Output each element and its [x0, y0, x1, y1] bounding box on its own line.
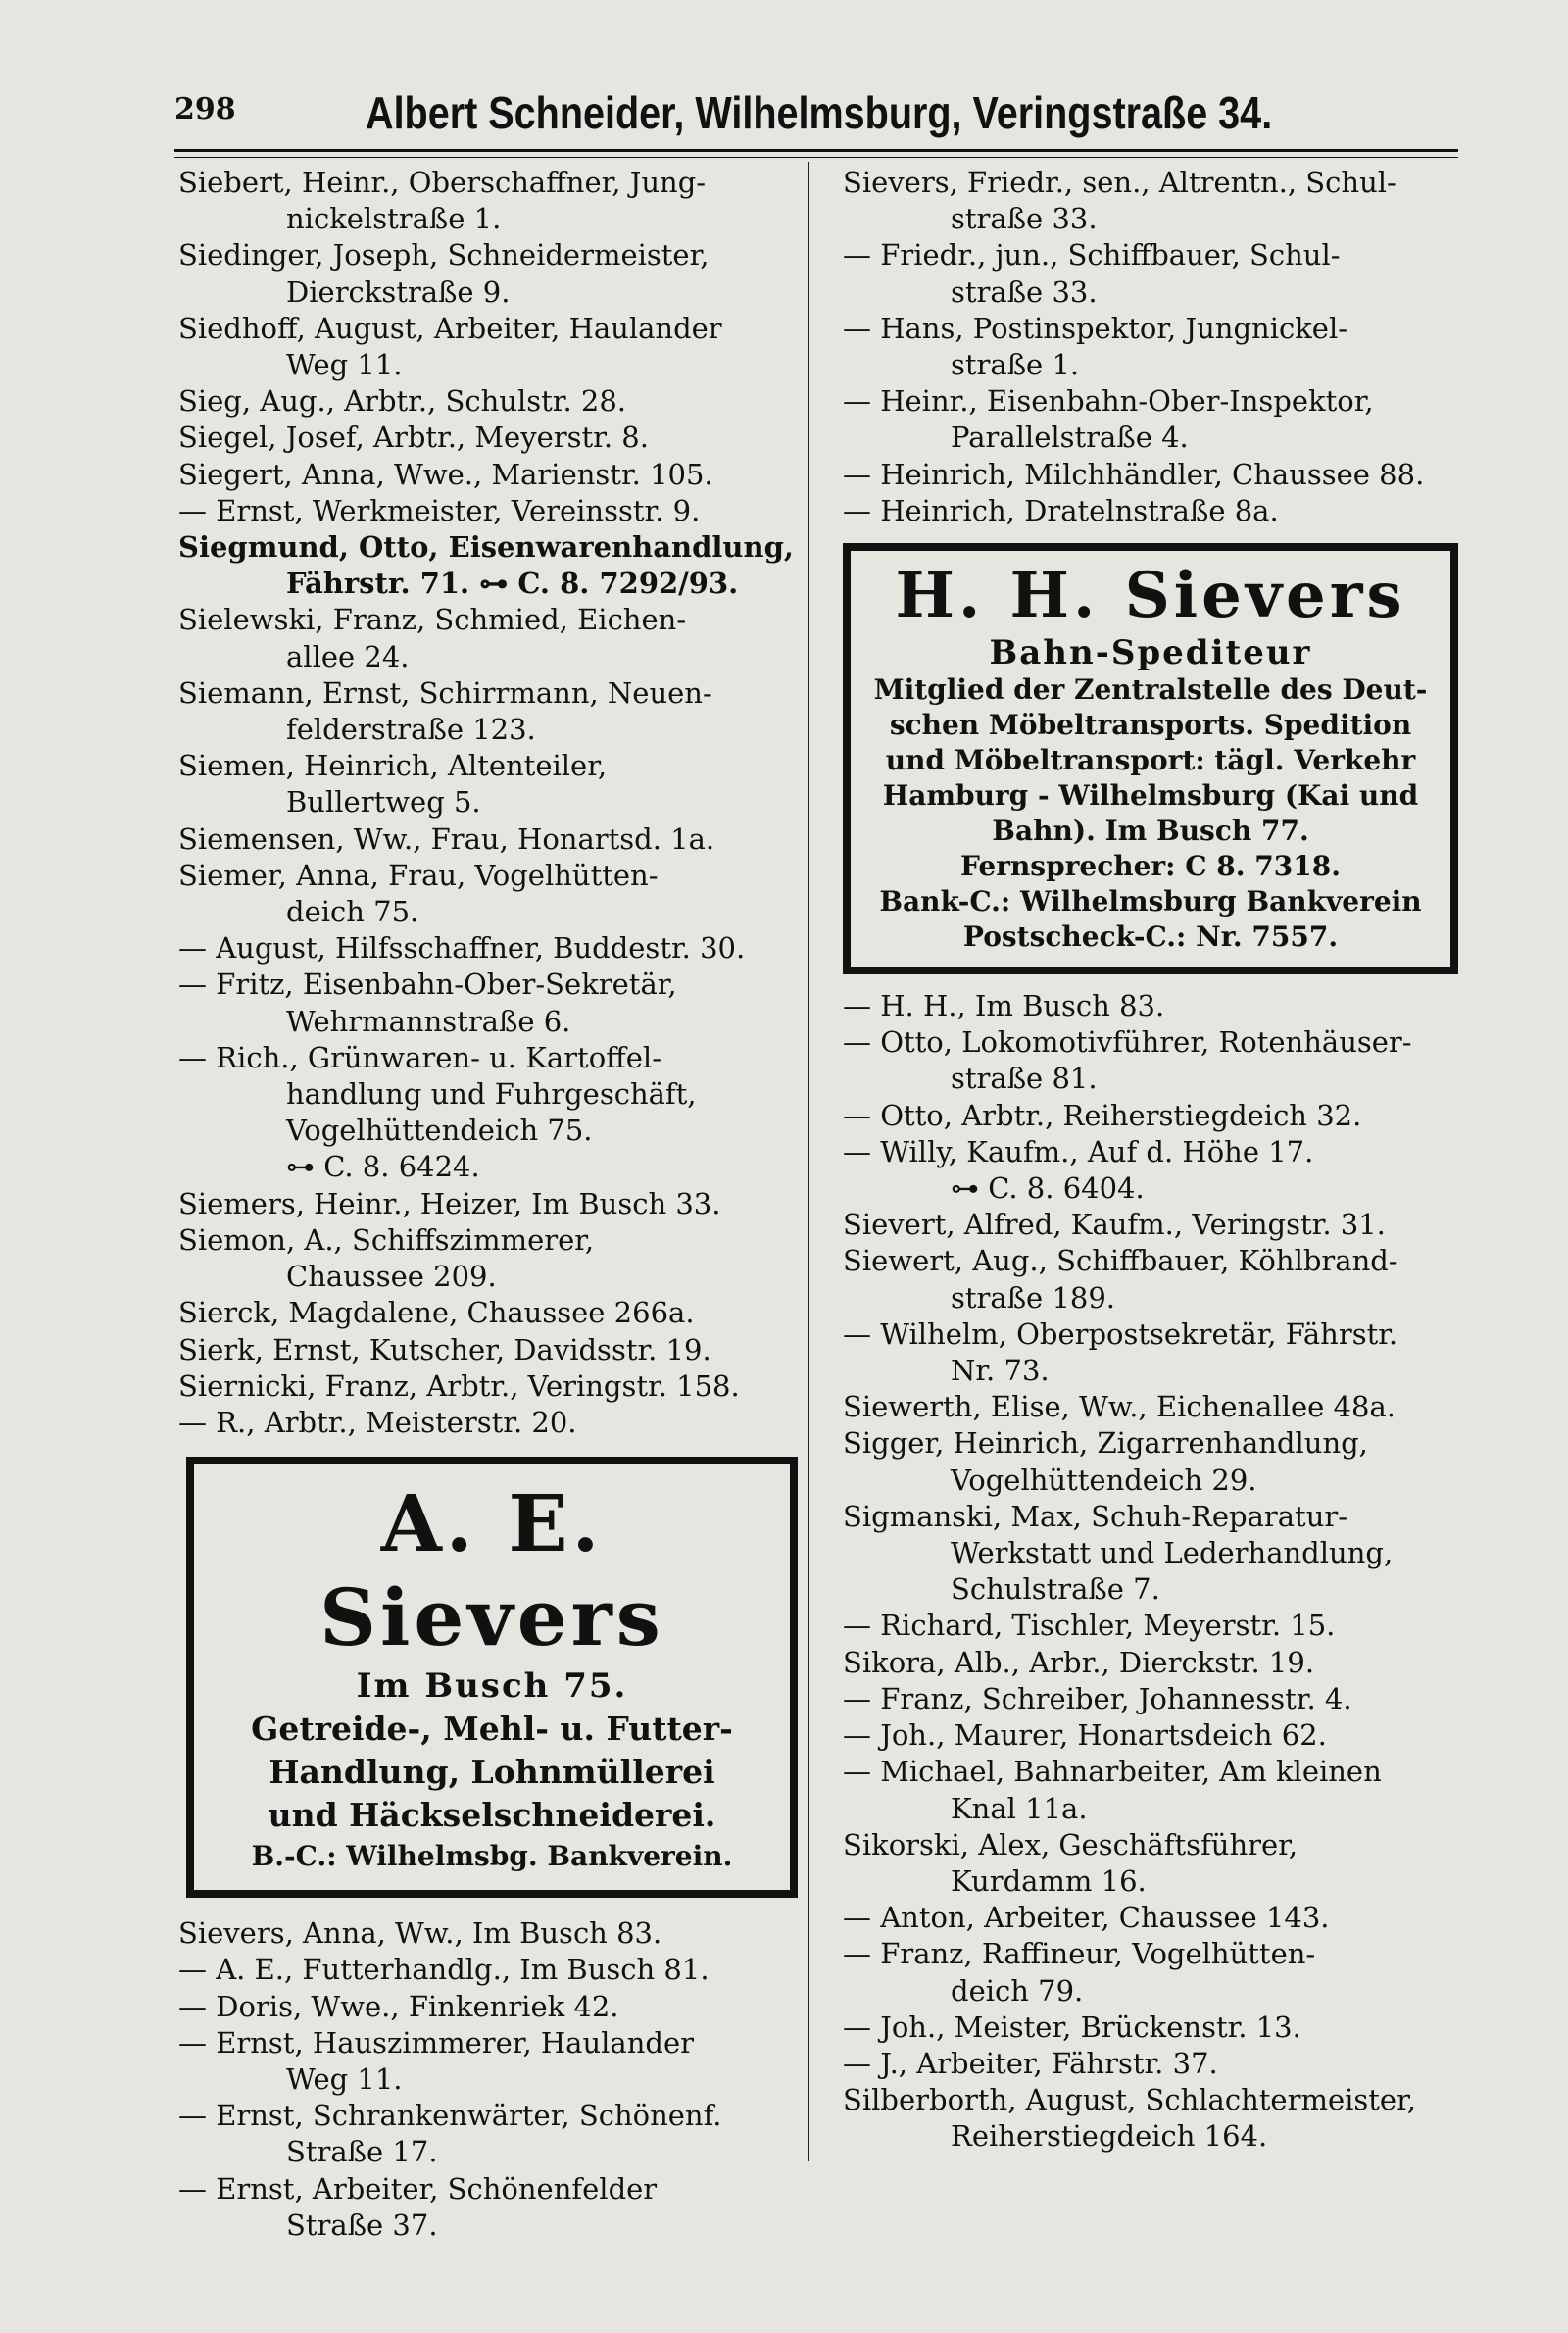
entry-line: Sigmanski, Max, Schuh-Reparatur-	[843, 1499, 1348, 1533]
entry-continuation: ⊶ C. 8. 6424.	[286, 1150, 480, 1184]
entry-line: — Fritz, Eisenbahn-Ober-Sekretär,	[178, 968, 677, 1002]
directory-entry	[843, 1024, 1458, 1097]
entry-continuation: straße 81.	[951, 1062, 1098, 1096]
right-entries-after	[843, 988, 1458, 2156]
entry-continuation: Schulstraße 7.	[951, 1572, 1160, 1607]
entry-line: — Wilhelm, Oberpostsekretär, Fährstr.	[843, 1316, 1398, 1351]
entry-line: — R., Arbtr., Meisterstr. 20.	[178, 1405, 577, 1439]
entry-line: — Heinr., Eisenbahn-Ober-Inspektor,	[843, 384, 1374, 419]
directory-entry	[178, 1915, 806, 1952]
entry-line: Sievers, Anna, Ww., Im Busch 83.	[178, 1916, 662, 1951]
directory-entry	[178, 457, 806, 493]
entry-line: Silberborth, August, Schlachtermeister,	[843, 2083, 1416, 2117]
ad-line: Handlung, Lohnmüllerei	[269, 1753, 715, 1792]
ad-line: Mitglied der Zentralstelle des Deut-	[873, 673, 1428, 707]
entry-line: Siemen, Heinrich, Altenteiler,	[178, 749, 608, 783]
entry-line: — Franz, Raffineur, Vogelhütten-	[843, 1937, 1316, 1971]
entry-continuation: Vogelhüttendeich 29.	[951, 1463, 1257, 1497]
left-entries-after	[178, 1915, 806, 2244]
entry-line: — Anton, Arbeiter, Chaussee 143.	[843, 1901, 1330, 1935]
directory-entry	[178, 529, 806, 602]
entry-line: — Ernst, Werkmeister, Vereinsstr. 9.	[178, 493, 701, 527]
directory-entry	[178, 2025, 806, 2098]
directory-entry	[178, 1295, 806, 1331]
page-header	[174, 86, 1458, 147]
directory-entry	[843, 165, 1458, 237]
entry-continuation: Chaussee 209.	[286, 1260, 497, 1294]
ad-ae-sievers	[186, 1457, 798, 1898]
entry-line: — Ernst, Arbeiter, Schönenfelder	[178, 2171, 658, 2206]
entry-line: — A. E., Futterhandlg., Im Busch 81.	[178, 1953, 710, 1987]
directory-entry	[843, 2010, 1458, 2046]
entry-continuation: Knal 11a.	[951, 1791, 1088, 1825]
entry-line: — J., Arbeiter, Fährstr. 37.	[843, 2046, 1218, 2080]
entry-continuation: deich 79.	[951, 1973, 1084, 2008]
directory-entry	[843, 1316, 1458, 1389]
entry-line: Sieg, Aug., Arbtr., Schulstr. 28.	[178, 384, 627, 419]
entry-line: — Willy, Kaufm., Auf d. Höhe 17.	[843, 1134, 1314, 1168]
entry-continuation: nickelstraße 1.	[286, 202, 502, 236]
directory-entry	[843, 1645, 1458, 1681]
directory-entry	[178, 1952, 806, 1988]
directory-entry	[843, 1389, 1458, 1425]
right-entries	[843, 165, 1458, 529]
directory-entry	[843, 1207, 1458, 1243]
directory-entry	[178, 1332, 806, 1368]
entry-line: Siedhoff, August, Arbeiter, Haulander	[178, 311, 722, 345]
entry-continuation: felderstraße 123.	[286, 713, 536, 747]
directory-entry	[178, 675, 806, 748]
entry-line: — Franz, Schreiber, Johannesstr. 4.	[843, 1681, 1352, 1715]
header-rule-thick	[174, 149, 1458, 152]
directory-entry	[843, 1936, 1458, 2009]
directory-entry	[843, 1243, 1458, 1315]
entry-line: Siemensen, Ww., Frau, Honartsd. 1a.	[178, 821, 715, 856]
entry-continuation: Weg 11.	[286, 348, 403, 382]
entry-line: Sierk, Ernst, Kutscher, Davidsstr. 19.	[178, 1332, 711, 1366]
directory-entry	[178, 383, 806, 420]
directory-entry	[843, 311, 1458, 383]
entry-continuation: Reiherstiegdeich 164.	[951, 2119, 1268, 2154]
directory-entry	[178, 420, 806, 456]
ad-hh-sievers	[843, 543, 1458, 974]
header-rule-thin	[174, 157, 1458, 158]
directory-entry	[843, 1681, 1458, 1717]
directory-entry	[843, 493, 1458, 529]
directory-entry	[843, 237, 1458, 310]
entry-line: Siegel, Josef, Arbtr., Meyerstr. 8.	[178, 421, 649, 455]
entry-line: — Hans, Postinspektor, Jungnickel-	[843, 311, 1348, 345]
ad-line: Postscheck-C.: Nr. 7557.	[962, 920, 1339, 954]
entry-line: Siedinger, Joseph, Schneidermeister,	[178, 238, 710, 273]
running-head: Albert Schneider, Wilhelmsburg, Veringstraße 34.	[366, 87, 1273, 138]
directory-entry	[843, 383, 1458, 456]
page-number: 298	[174, 92, 236, 126]
entry-continuation: straße 1.	[951, 348, 1080, 382]
directory-entry	[178, 1186, 806, 1222]
entry-line: Sigger, Heinrich, Zigarrenhandlung,	[843, 1426, 1368, 1461]
entry-continuation: straße 33.	[951, 274, 1098, 309]
directory-entry	[178, 165, 806, 237]
directory-entry	[843, 1900, 1458, 1936]
entry-line: — Joh., Maurer, Honartsdeich 62.	[843, 1718, 1327, 1753]
entry-line: Siewert, Aug., Schiffbauer, Köhlbrand-	[843, 1244, 1398, 1278]
entry-line: Siemon, A., Schiffszimmerer,	[178, 1222, 595, 1257]
ad-line: schen Möbeltransports. Spedition	[889, 709, 1412, 742]
entry-line: — Heinrich, Dratelnstraße 8a.	[843, 493, 1279, 527]
entry-continuation: straße 189.	[951, 1280, 1116, 1315]
entry-continuation: Weg 11.	[286, 2061, 403, 2096]
entry-line: — Ernst, Hauszimmerer, Haulander	[178, 2025, 694, 2060]
entry-line: Siernicki, Franz, Arbtr., Veringstr. 158.	[178, 1368, 740, 1403]
directory-entry	[843, 1134, 1458, 1207]
directory-entry	[843, 988, 1458, 1024]
ad-line: Fernsprecher: C 8. 7318.	[960, 850, 1341, 883]
entry-continuation: Wehrmannstraße 6.	[286, 1004, 571, 1038]
entry-line: Siemer, Anna, Frau, Vogelhütten-	[178, 858, 659, 892]
right-column	[843, 165, 1458, 2156]
ad-line: Bank-C.: Wilhelmsburg Bankverein	[879, 885, 1422, 918]
entry-line: Siegert, Anna, Wwe., Marienstr. 105.	[178, 457, 713, 491]
entry-line: Sievers, Friedr., sen., Altrentn., Schul-	[843, 166, 1396, 199]
entry-continuation: Vogelhüttendeich 75.	[286, 1114, 593, 1148]
ad-title: A. E. Sievers	[319, 1477, 664, 1664]
entry-continuation: Bullertweg 5.	[286, 785, 481, 819]
directory-entry	[178, 930, 806, 967]
directory-entry	[843, 1098, 1458, 1134]
entry-continuation: Werkstatt und Lederhandlung,	[951, 1536, 1394, 1570]
entry-line: — Friedr., jun., Schiffbauer, Schul-	[843, 238, 1341, 273]
entry-line: — Joh., Meister, Brückenstr. 13.	[843, 2010, 1301, 2044]
ad-title: H. H. Sievers	[895, 559, 1406, 633]
entry-continuation: Kurdamm 16.	[951, 1863, 1147, 1898]
entry-line: Sikorski, Alex, Geschäftsführer,	[843, 1827, 1298, 1861]
entry-continuation: Straße 37.	[286, 2208, 438, 2242]
entry-line: — Otto, Lokomotivführer, Rotenhäuser-	[843, 1025, 1412, 1060]
entry-line: Siegmund, Otto, Eisenwarenhandlung,	[178, 530, 794, 565]
directory-entry	[843, 1754, 1458, 1826]
directory-entry	[178, 2171, 806, 2244]
directory-entry	[178, 602, 806, 674]
directory-entry	[178, 311, 806, 383]
directory-entry	[843, 1827, 1458, 1900]
entry-line: — August, Hilfsschaffner, Buddestr. 30.	[178, 931, 746, 966]
ad-line: Bahn). Im Busch 77.	[992, 815, 1309, 848]
ad-line: und Möbeltransport: tägl. Verkehr	[885, 744, 1416, 777]
directory-entry	[178, 1405, 806, 1441]
entry-continuation: Straße 17.	[286, 2135, 438, 2169]
ad-line: Getreide-, Mehl- u. Futter-	[251, 1710, 733, 1749]
entry-line: — Ernst, Schrankenwärter, Schönenf.	[178, 2099, 722, 2133]
directory-entry	[843, 1608, 1458, 1644]
entry-line: — Otto, Arbtr., Reiherstiegdeich 32.	[843, 1098, 1362, 1132]
entry-line: — Richard, Tischler, Meyerstr. 15.	[843, 1609, 1336, 1643]
entry-continuation: ⊶ C. 8. 6404.	[951, 1171, 1145, 1206]
entry-line: Siemers, Heinr., Heizer, Im Busch 33.	[178, 1186, 721, 1220]
directory-entry	[843, 1717, 1458, 1754]
directory-entry	[178, 1989, 806, 2025]
directory-entry	[178, 1040, 806, 1186]
entry-line: — Rich., Grünwaren- u. Kartoffel-	[178, 1040, 662, 1074]
entry-line: Siemann, Ernst, Schirrmann, Neuen-	[178, 675, 712, 710]
directory-entry	[178, 2098, 806, 2170]
left-entries	[178, 165, 806, 1441]
directory-entry	[178, 748, 806, 820]
entry-line: Sievert, Alfred, Kaufm., Veringstr. 31.	[843, 1208, 1386, 1242]
directory-entry	[178, 967, 806, 1039]
entry-line: Sielewski, Franz, Schmied, Eichen-	[178, 603, 687, 637]
left-column	[178, 165, 806, 2244]
ad-address: Im Busch 75.	[356, 1666, 628, 1707]
directory-entry	[178, 1368, 806, 1405]
column-divider	[808, 162, 809, 2161]
entry-continuation: handlung und Fuhrgeschäft,	[286, 1077, 697, 1112]
directory-entry	[843, 457, 1458, 493]
ad-bank: B.-C.: Wilhelmsbg. Bankverein.	[251, 1840, 733, 1873]
entry-continuation: allee 24.	[286, 639, 410, 673]
entry-line: Siewerth, Elise, Ww., Eichenallee 48a.	[843, 1390, 1396, 1424]
ad-subtitle: Bahn-Spediteur	[989, 633, 1312, 673]
directory-entry	[178, 821, 806, 858]
entry-line: — H. H., Im Busch 83.	[843, 989, 1165, 1023]
entry-continuation: Fährstr. 71. ⊶ C. 8. 7292/93.	[286, 567, 739, 601]
entry-line: Sikora, Alb., Arbr., Dierckstr. 19.	[843, 1645, 1315, 1679]
ad-line: und Häckselschneiderei.	[268, 1796, 716, 1835]
entry-line: Sierck, Magdalene, Chaussee 266a.	[178, 1296, 695, 1330]
entry-continuation: Parallelstraße 4.	[951, 421, 1189, 455]
entry-line: — Michael, Bahnarbeiter, Am kleinen	[843, 1755, 1382, 1789]
directory-entry	[178, 1222, 806, 1295]
directory-entry	[843, 1425, 1458, 1498]
entry-continuation: Nr. 73.	[951, 1354, 1050, 1388]
entry-line: — Doris, Wwe., Finkenriek 42.	[178, 1989, 619, 2023]
entry-line: Siebert, Heinr., Oberschaffner, Jung-	[178, 166, 707, 199]
entry-continuation: deich 75.	[286, 895, 419, 929]
directory-entry	[843, 1499, 1458, 1609]
entry-continuation: Dierckstraße 9.	[286, 274, 511, 309]
directory-entry	[178, 237, 806, 310]
directory-entry	[178, 493, 806, 529]
entry-continuation: straße 33.	[951, 202, 1098, 236]
directory-entry	[843, 2046, 1458, 2082]
directory-entry	[178, 858, 806, 930]
entry-line: — Heinrich, Milchhändler, Chaussee 88.	[843, 457, 1425, 491]
directory-entry	[843, 2082, 1458, 2155]
ad-line: Hamburg - Wilhelmsburg (Kai und	[882, 779, 1419, 813]
